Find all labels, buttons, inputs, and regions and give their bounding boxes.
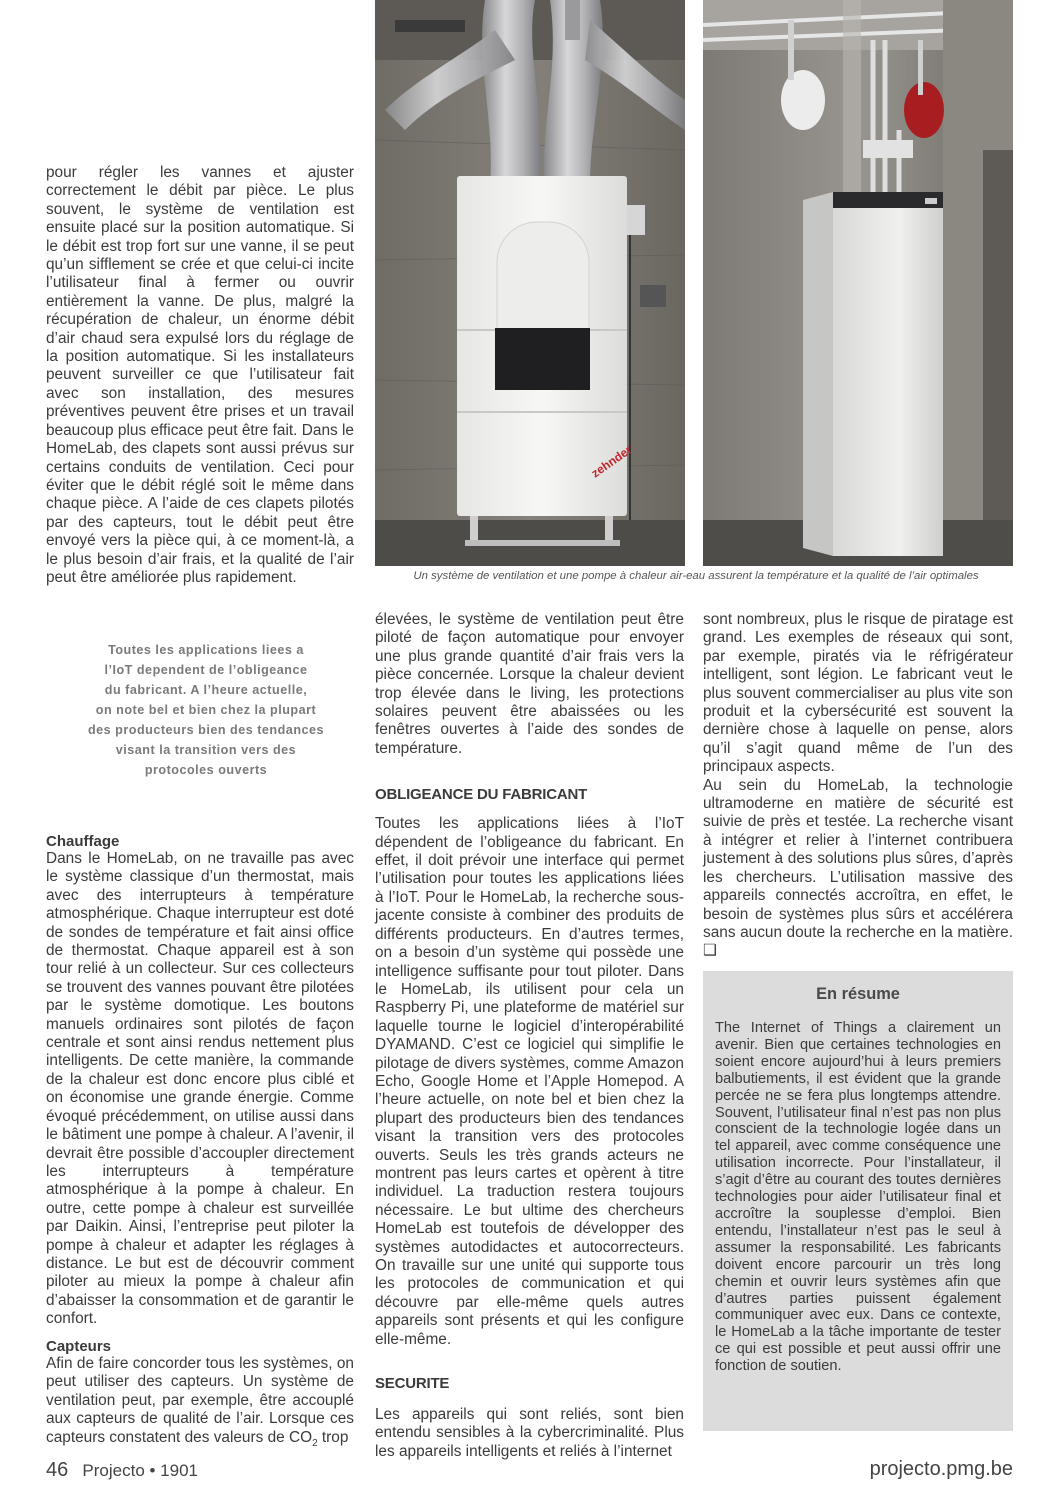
photo-ventilation-unit: [375, 0, 685, 566]
chauffage-section: [46, 833, 354, 1329]
capteurs-text-after: trop: [317, 1428, 349, 1446]
pull-quote: [60, 640, 352, 780]
website-link[interactable]: projecto.pmg.be: [869, 1458, 1013, 1480]
column2: [375, 611, 684, 1461]
capteurs-section: [46, 1338, 354, 1453]
co2-subscript: 2: [312, 1437, 318, 1449]
capteurs-heading: Capteurs: [46, 1338, 112, 1355]
obligeance-paragraph: Toutes les applications liées à l’IoT dépendent de l’obligeance du fabricant. En effet, il doit prévoir une interface qui permet l’utilisation pour toutes les applications liées à l’IoT. Pour le HomeLab, la recherche sous-jacente consiste à combiner des produits de différents producteurs. En d’autres termes, on a besoin d’un système qui possède une intelligence suffisante pour tout piloter. Dans le HomeLab, ils utilisent pour cela un Raspberry Pi, une plateforme de matériel sur laquelle tourne le logiciel d’interopérabilité DYAMAND. C’est ce logiciel qui simplifie le pilotage de divers systèmes, comme Amazon Echo, Google Home et l’Apple Homepod. A l’heure actuelle, on note bel et bien chez la plupart des producteurs bien des tendances visant la transition vers des protocoles ouverts. Seuls les très grands acteurs ne montrent pas leurs cartes et opèrent à titre individuel. La traduction restera toujours nécessaire. Le but ultime des chercheurs HomeLab est toutefois de développer des systèmes autodidactes et autocorrecteurs. On travaille sur une unité qui supporte tous les protocoles de communication et qui découvre par elle-même quels autres appareils sont présents et qui les configure elle-même.: [375, 815, 684, 1348]
securite-paragraph: Les appareils qui sont reliés, sont bien entendu sensibles à la cybercriminalité. Plus les appareils intelligents et reliés à l’internet: [375, 1406, 684, 1460]
column3-paragraph1: sont nombreux, plus le risque de piratage est grand. Les exemples de réseaux qui sont, par exemple, piratés via le réfrigérateur intelligent, sont légion. Le fabricant veut le plus souvent commercialiser au plus vite son produit et la cybersécurité est souvent la dernière chose à laquelle on pense, alors qu’il s’agit quand même de l’un des principaux aspects.: [703, 611, 1013, 776]
pull-quote-line: du fabricant. A l’heure actuelle,: [104, 683, 308, 697]
footer-left: [46, 1459, 198, 1482]
column1-top-paragraph: pour régler les vannes et ajuster correctement le débit par pièce. Le plus souvent, le système de ventilation est ensuite placé sur la position automatique. Si le débit est trop fort sur une vanne, il se peut qu’un sifflement se crée et que celui-ci incite l’utilisateur final à fermer ou ouvrir entièrement la vanne. De plus, malgré la récupération de chaleur, un énorme débit d’air chaud sera expulsé lors du réglage de la position automatique. Si les installateurs peuvent surveiller ce que l’utilisateur fait avec son installation, des mesures préventives peuvent être prises et un travail beaucoup plus efficace peut être fait. Dans le HomeLab, des clapets sont aussi prévus sur certains conduits de ventilation. Ceci pour éviter que le débit réglé soit le même dans chaque pièce. A l’aide de ces clapets pilotés par des capteurs, tout le débit peut être envoyé vers la pièce qui, à ce moment-là, a le plus besoin d’air frais, et la qualité de l’air peut être améliorée plus rapidement.: [46, 164, 354, 586]
summary-box: [703, 971, 1013, 1431]
pull-quote-line: Toutes les applications liees a: [108, 643, 304, 657]
column3: [703, 611, 1013, 961]
chauffage-paragraph: Dans le HomeLab, on ne travaille pas avec le système classique d’un thermostat, mais avec des interrupteurs à température atmosphérique. Chaque interrupteur est doté de sondes de température et fait ainsi office de thermostat. Chaque appareil est à son tour relié à un collecteur. Sur ces collecteurs se trouvent des vannes pouvant être pilotées par le système domotique. Les boutons manuels ordinaires sont pilotés de façon centrale et sont ainsi rendus nettement plus intelligents. De cette manière, la commande de la chaleur est donc encore plus ciblé et on économise une grande énergie. Comme évoqué précédemment, on utilise aussi dans le bâtiment une pompe à chaleur. A l’avenir, il devrait être possible d’accoupler directement les interrupteurs à température atmosphérique à la pompe à chaleur. En outre, cette pompe à chaleur est surveillée par Daikin. Ainsi, l’entreprise peut piloter la pompe à chaleur et adapter les réglages à distance. Le but est de découvrir comment piloter au mieux la pompe à chaleur afin d’abaisser la consommation et de garantir le confort.: [46, 850, 355, 1328]
summary-text: The Internet of Things a clairement un avenir. Bien que certaines technologies en soient encore aujourd’hui à leurs premiers balbutiements, il est évident que la grande percée ne se fera plus longtemps attendre. Souvent, l’utilisateur final n’est pas non plus conscient de la technologie logée dans un tel appareil, avec comme conséquence une utilisation incorrecte. Pour l’installateur, il s’agit d’être au courant des toutes dernières technologies pour aider l’utilisateur final et accroître la souplesse d’emploi. Bien entendu, l’installateur n’est pas le seul à assumer la responsabilité. Les fabricants doivent encore parcourir un très long chemin et ouvrir leurs systèmes afin que d’autres parties puissent également communiquer avec eux. Dans ce contexte, le HomeLab a la tâche importante de tester ce qui est possible et peut aussi offrir une fonction de soutien.: [715, 1020, 1001, 1375]
magazine-issue: Projecto • 1901: [82, 1461, 199, 1480]
column3-paragraph2: [703, 777, 1013, 961]
end-mark-icon: ❑: [703, 942, 717, 960]
photo-caption: Un système de ventilation et une pompe à chaleur air-eau assurent la température et la qualité de l’air optimales: [413, 570, 979, 582]
pull-quote-line: l’IoT dependent de l’obligeance: [104, 663, 308, 677]
obligeance-heading: OBLIGEANCE DU FABRICANT: [375, 786, 588, 804]
capteurs-text-before: Afin de faire concorder tous les systèmes, on peut utiliser des capteurs. Un système de ventilation peut, par exemple, être accouplé aux capteurs de qualité de l’air. Lorsque ces capteurs constatent des valeurs de CO: [46, 1355, 354, 1446]
pull-quote-line: visant la transition vers des: [115, 743, 297, 757]
pull-quote-line: protocoles ouverts: [144, 763, 268, 777]
securite-heading: SECURITE: [375, 1375, 450, 1393]
capteurs-paragraph: [46, 1355, 354, 1453]
svg-text:zehnder: zehnder: [588, 442, 635, 481]
pull-quote-line: des producteurs bien des tendances: [87, 723, 325, 737]
photo-heat-pump: [703, 0, 1013, 566]
summary-title: En résume: [816, 985, 900, 1003]
column2-intro: élevées, le système de ventilation peut être piloté de façon automatique pour envoyer une plus grande quantité d’air frais vers la pièce concernée. Lorsque la chaleur devient trop élevée dans le living, les protections solaires peuvent être abaissées ou les fenêtres ouvertes à l’aide des sondes de température.: [375, 611, 684, 757]
page-number: 46: [46, 1459, 69, 1481]
chauffage-heading: Chauffage: [46, 833, 120, 850]
pull-quote-line: on note bel et bien chez la plupart: [95, 703, 317, 717]
column3-paragraph2-text: Au sein du HomeLab, la technologie ultramoderne en matière de sécurité est suivie de près et testée. La recherche visant à intégrer et relier à l’internet contribuera justement à des solutions plus sûres, d’après les chercheurs. L’utilisation massive des appareils connectés accroîtra, en effet, le besoin de systèmes plus sûrs et accélérera sans aucun doute la recherche en la matière.: [703, 776, 1013, 941]
